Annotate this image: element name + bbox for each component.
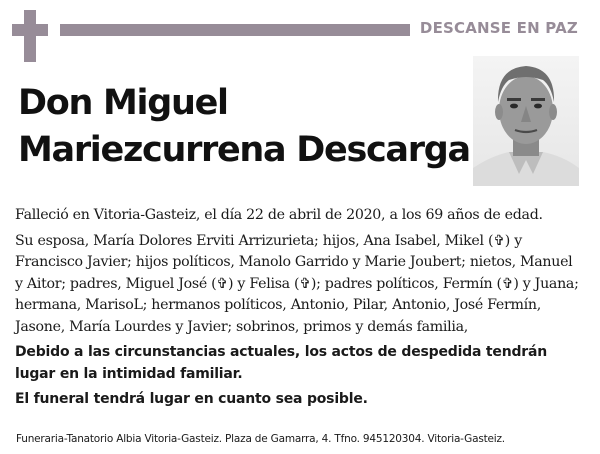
farewell-notice: Debido a las circunstancias actuales, los actos de despedida tendrán lugar en la intimidad familiar. [15,344,548,382]
death-notice: Falleció en Vitoria-Gasteiz, el día 22 de abril de 2020, a los 69 años de edad. [15,207,543,223]
deceased-name [18,80,473,174]
deceased-name-line2: Mariezcurrena Descarga [18,130,470,170]
obituary-body [15,205,583,415]
portrait-photo [473,56,579,186]
funeral-home-info: Funeraria-Tanatorio Albia Vitoria-Gasteiz. Plaza de Gamarra, 4. Tfno. 945120304. Vitoria-Gasteiz. [16,433,505,445]
header-title: DESCANSE EN PAZ [419,19,578,37]
funeral-notice: El funeral tendrá lugar en cuanto sea posible. [15,391,368,407]
deceased-name-line1: Don Miguel [18,83,228,123]
header-divider-bar [60,24,410,36]
family-list: Su esposa, María Dolores Erviti Arrizurieta; hijos, Ana Isabel, Mikel (✞) y Francisco Javier; hijos políticos, Manolo Garrido y Marie Joubert; nietos, Manuel y Aitor; padres, Miguel José (✞) y Felisa (✞); padres políticos, Fermín (✞) y Juana; hermana, MarisoL; hermanos políticos, Antonio, Pilar, Antonio, José Fermín, Jasone, María Lourdes y Javier; sobrinos, primos y demás familia, [15,232,579,335]
cross-icon [12,10,48,62]
